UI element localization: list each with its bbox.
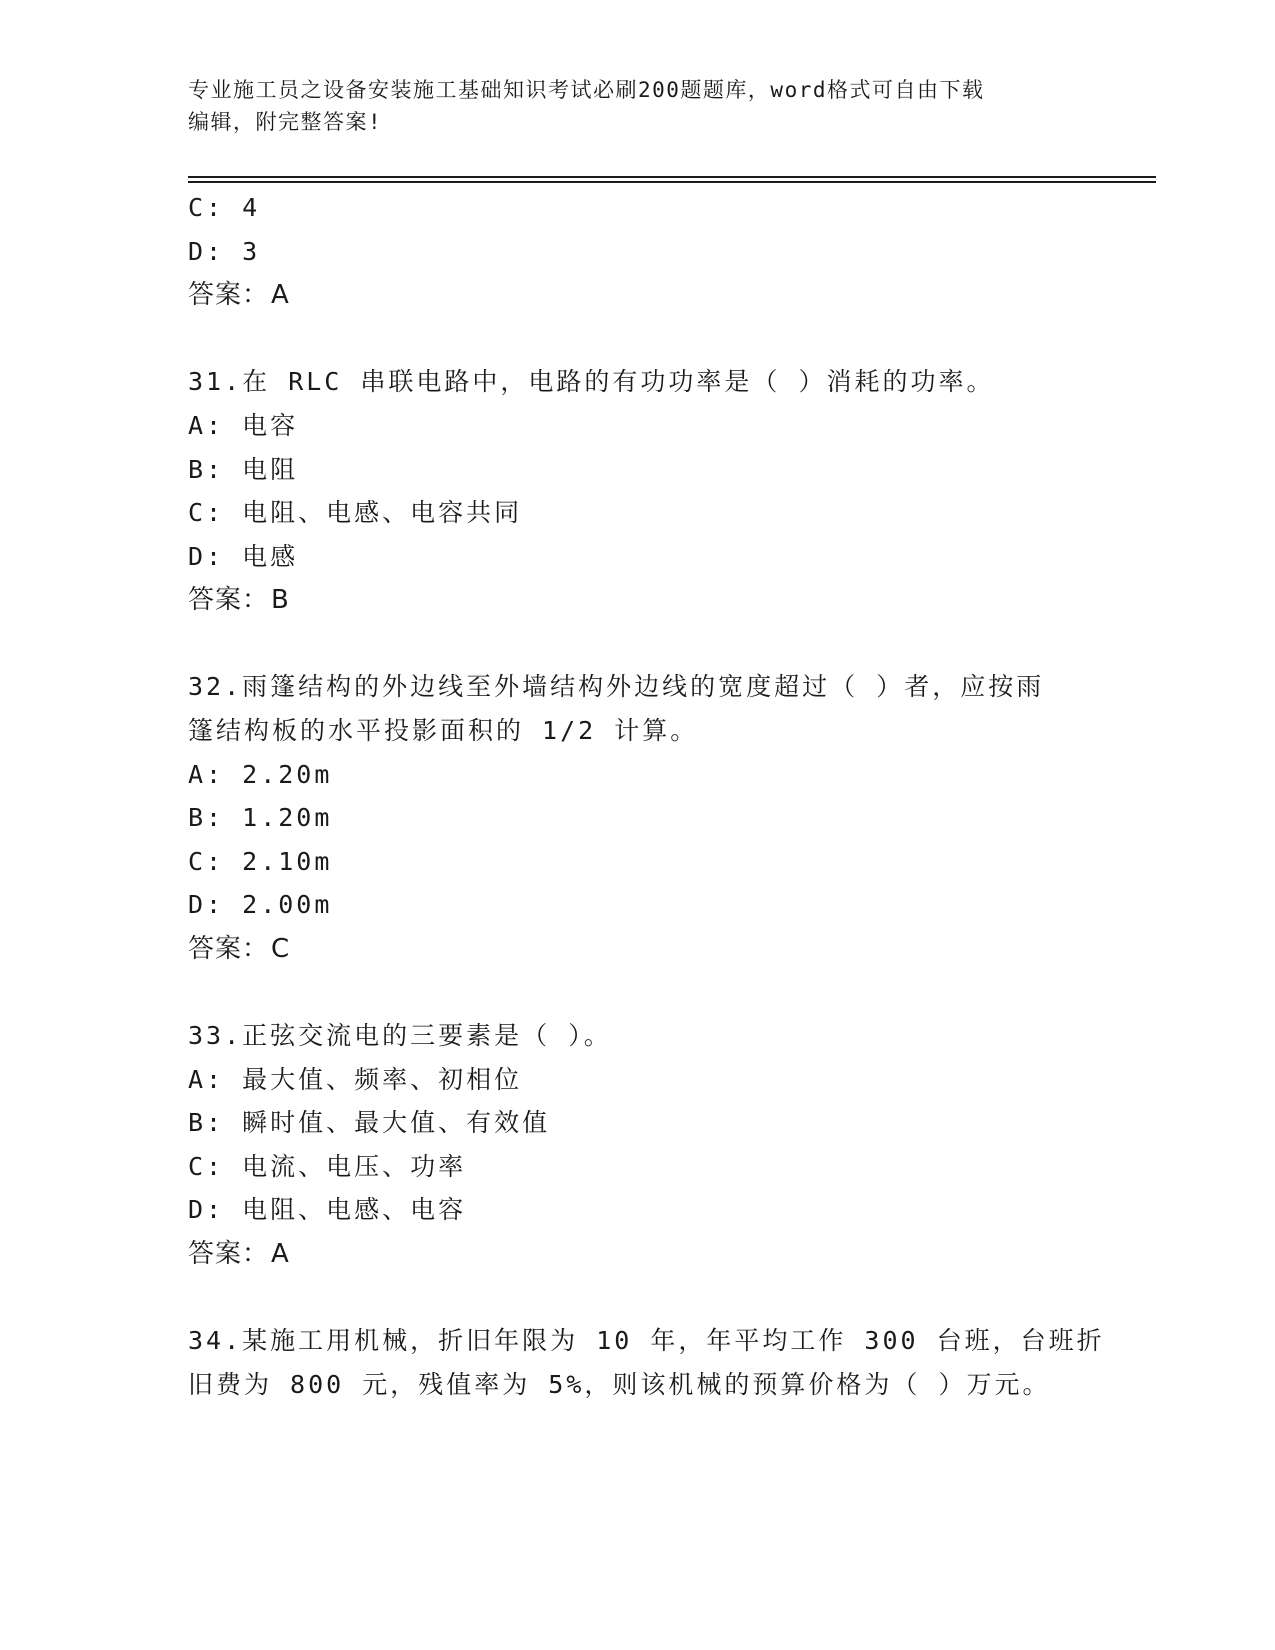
question-stem: 32.雨篷结构的外边线至外墙结构外边线的宽度超过（ ）者，应按雨 [188,672,1045,701]
option-d: D: 电感 [188,542,299,571]
question-stem-continued: 旧费为 800 元，残值率为 5%，则该机械的预算价格为（ ）万元。 [188,1370,1051,1399]
option-a: A: 最大值、频率、初相位 [188,1065,523,1094]
answer-value: B [271,585,290,615]
answer-label: 答案： [188,585,270,615]
answer-value: A [271,1239,290,1269]
option-b: B: 1.20m [188,803,333,832]
answer-label: 答案： [188,280,270,310]
header-divider-bottom [188,181,1156,183]
option-a: A: 2.20m [188,760,333,789]
question-stem: 34.某施工用机械，折旧年限为 10 年，年平均工作 300 台班，台班折 [188,1326,1105,1355]
document-header [188,74,1068,138]
option-c: C: 4 [188,193,261,222]
answer-value: A [271,280,290,310]
option-d: D: 电阻、电感、电容 [188,1195,467,1224]
answer-label: 答案： [188,934,270,964]
answer-label: 答案： [188,1239,270,1269]
question-stem: 31.在 RLC 串联电路中，电路的有功功率是（ ）消耗的功率。 [188,367,995,396]
header-title-line-1: 专业施工员之设备安装施工基础知识考试必刷200题题库，word格式可自由下载 [188,78,985,102]
answer-line [188,585,290,615]
answer-line [188,934,290,964]
header-title-line-2: 编辑，附完整答案! [188,110,383,134]
question-stem: 33.正弦交流电的三要素是（ ）。 [188,1021,612,1050]
option-c: C: 电阻、电感、电容共同 [188,498,523,527]
option-b: B: 电阻 [188,455,299,484]
option-b: B: 瞬时值、最大值、有效值 [188,1108,551,1137]
answer-line [188,1239,290,1269]
option-d: D: 3 [188,237,261,266]
option-c: C: 2.10m [188,847,333,876]
answer-line [188,280,290,310]
question-stem-continued: 篷结构板的水平投影面积的 1/2 计算。 [188,716,699,745]
option-d: D: 2.00m [188,890,333,919]
header-divider-top [188,176,1156,178]
option-c: C: 电流、电压、功率 [188,1152,467,1181]
option-a: A: 电容 [188,411,299,440]
answer-value: C [271,934,291,964]
